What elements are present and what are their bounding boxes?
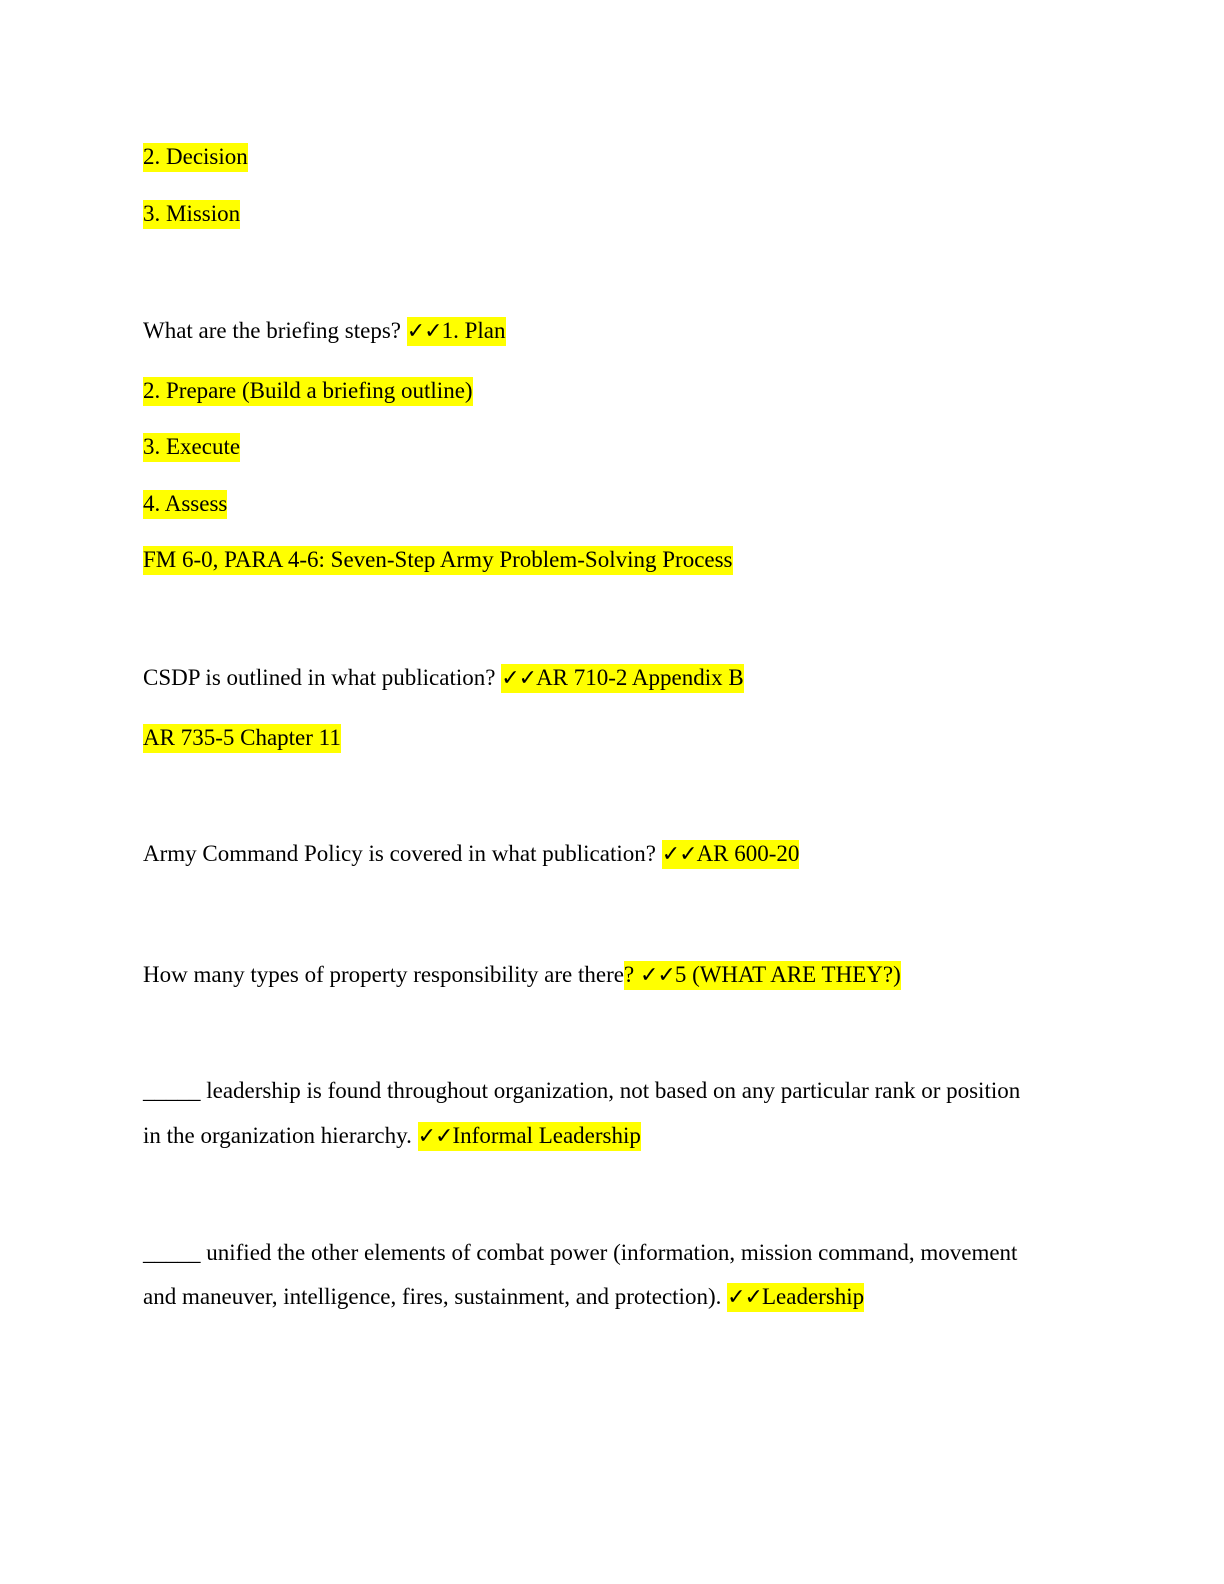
highlighted-text: AR 735-5 Chapter 11: [143, 724, 341, 753]
answer-line-decision: [143, 142, 248, 172]
question-property-responsibility: [143, 960, 901, 990]
highlighted-answer: [418, 1122, 641, 1151]
highlighted-answer: [727, 1283, 864, 1312]
highlighted-text: 2. Decision: [143, 143, 248, 172]
answer-text: Leadership: [761, 1284, 865, 1309]
question-informal-leadership-line1: [143, 1076, 1020, 1106]
double-check-icon: ✓✓: [727, 1285, 762, 1310]
highlighted-text: 4. Assess: [143, 490, 227, 519]
answer-line-execute: [143, 432, 240, 462]
question-briefing-steps: [143, 316, 506, 346]
question-text: Army Command Policy is covered in what publication?: [143, 841, 662, 866]
question-text: and maneuver, intelligence, fires, sustainment, and protection).: [143, 1284, 728, 1309]
answer-line-mission: [143, 199, 240, 229]
answer-line-reference: [143, 545, 733, 575]
question-text: _____ unified the other elements of combat power (information, mission command, movement: [143, 1240, 1018, 1265]
answer-line-prepare: [143, 376, 473, 406]
answer-prefix: ?: [623, 962, 640, 987]
highlighted-text: 2. Prepare (Build a briefing outline): [143, 377, 473, 406]
double-check-icon: ✓✓: [417, 1124, 453, 1149]
double-check-icon: ✓✓: [501, 666, 537, 691]
question-leadership-line1: [143, 1238, 1017, 1268]
answer-text: Informal Leadership: [452, 1123, 641, 1148]
answer-line-ar735: [143, 723, 341, 753]
highlighted-answer: [407, 317, 506, 346]
question-command-policy: [143, 839, 799, 869]
highlighted-text: 3. Mission: [143, 200, 240, 229]
answer-text: AR 600-20: [696, 841, 800, 866]
answer-text: 1. Plan: [441, 318, 506, 343]
highlighted-text: 3. Execute: [143, 433, 240, 462]
question-leadership-line2: [143, 1282, 864, 1312]
answer-text: AR 710-2 Appendix B: [536, 665, 744, 690]
answer-line-assess: [143, 489, 227, 519]
question-text: in the organization hierarchy.: [143, 1123, 418, 1148]
answer-text: 5 (WHAT ARE THEY?): [674, 962, 901, 987]
double-check-icon: ✓✓: [406, 319, 442, 344]
double-check-icon: ✓✓: [661, 842, 697, 867]
question-text: How many types of property responsibility are there: [143, 962, 624, 987]
question-csdp: [143, 663, 744, 693]
question-text: _____ leadership is found throughout organization, not based on any particular rank or position: [143, 1078, 1021, 1103]
highlighted-answer: [662, 840, 800, 869]
question-informal-leadership-line2: [143, 1121, 641, 1151]
question-text: What are the briefing steps?: [143, 318, 407, 343]
highlighted-answer: [624, 961, 901, 990]
highlighted-answer: [501, 664, 744, 693]
question-text: CSDP is outlined in what publication?: [143, 665, 502, 690]
double-check-icon: ✓✓: [639, 963, 675, 988]
highlighted-text: FM 6-0, PARA 4-6: Seven-Step Army Problem-Solving Process: [143, 546, 733, 575]
